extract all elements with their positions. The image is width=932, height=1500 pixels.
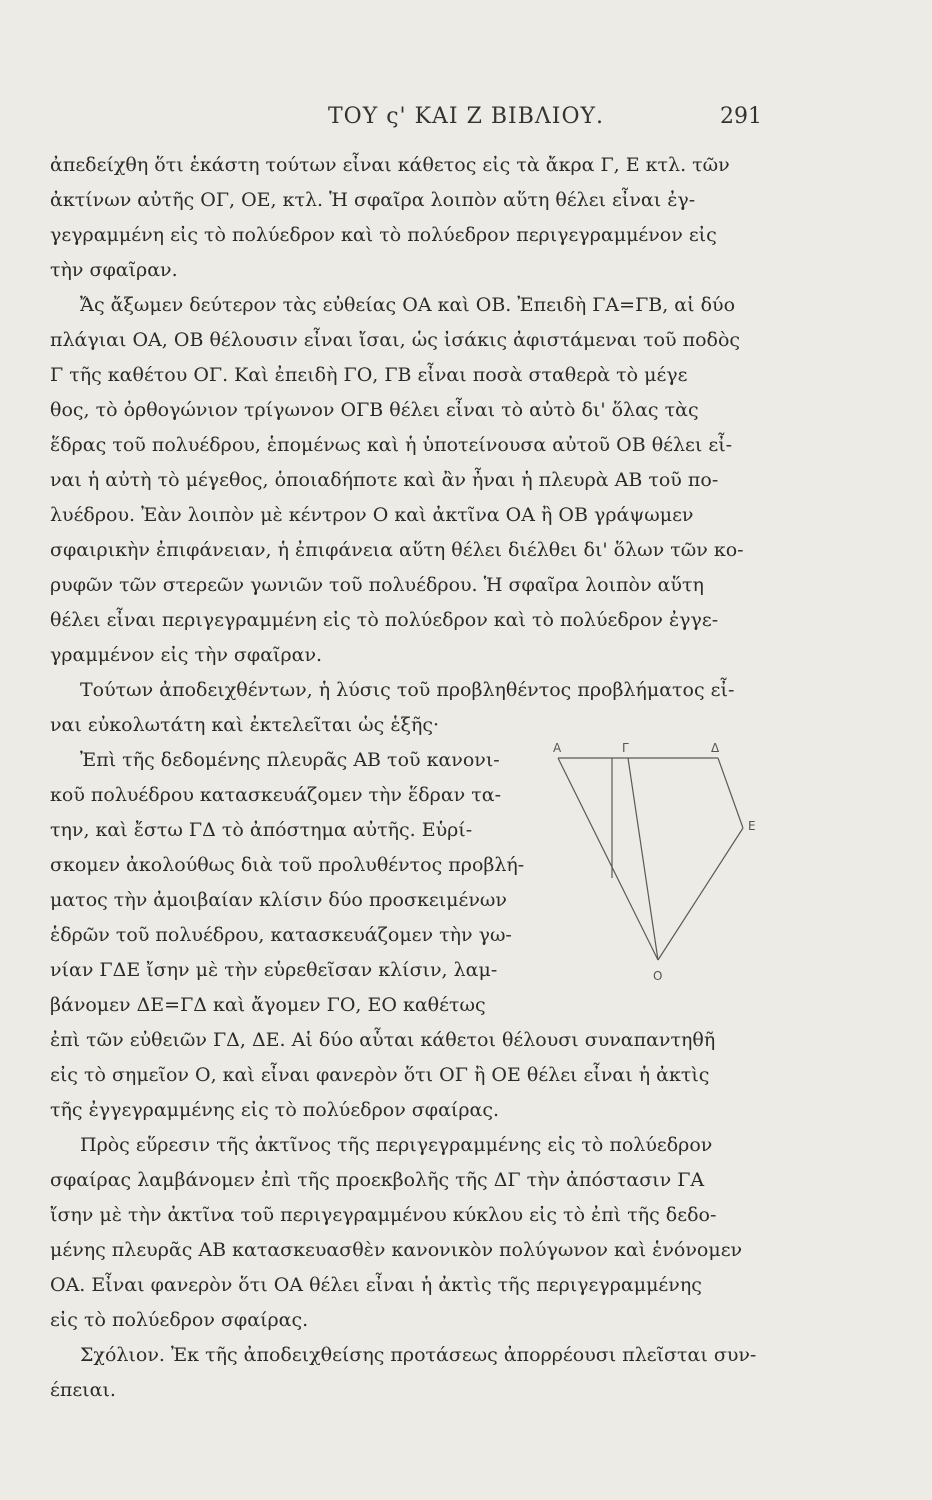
text-line: Ἐπὶ τῆς δεδομένης πλευρᾶς ΑΒ τοῦ κανονι- [80, 749, 500, 771]
label-g: Γ [622, 741, 629, 755]
text-line: Σχόλιον. Ἐκ τῆς ἀποδειχθείσης προτάσεως ἀπορρέουσι πλεῖσται συν- [80, 1344, 757, 1366]
text-line: τῆς ἐγγεγραμμένης εἰς τὸ πολύεδρον σφαίρας. [50, 1099, 500, 1121]
label-d: Δ [711, 741, 720, 755]
text-line: την, καὶ ἔστω ΓΔ τὸ ἀπόστημα αὐτῆς. Εὑρί- [50, 819, 473, 841]
text-line: θέλει εἶναι περιγεγραμμένη εἰς τὸ πολύεδρον καὶ τὸ πολύεδρον ἐγγε- [50, 609, 719, 631]
text-line: ναι ἡ αὐτὴ τὸ μέγεθος, ὁποιαδήποτε καὶ ἂν ἦναι ἡ πλευρὰ ΑΒ τοῦ πο- [50, 469, 719, 491]
text-line: Πρὸς εὕρεσιν τῆς ἀκτῖνος τῆς περιγεγραμμένης εἰς τὸ πολύεδρον [80, 1134, 713, 1156]
text-line: γεγραμμένη εἰς τὸ πολύεδρον καὶ τὸ πολύεδρον περιγεγραμμένον εἰς [50, 224, 717, 246]
text-line: ναι εὐκολωτάτη καὶ ἐκτελεῖται ὡς ἑξῆς· [50, 714, 440, 736]
text-line: ΟΑ. Εἶναι φανερὸν ὅτι ΟΑ θέλει εἶναι ἡ ἀκτὶς τῆς περιγεγραμμένης [50, 1274, 702, 1296]
text-line: γραμμένον εἰς τὴν σφαῖραν. [50, 644, 323, 666]
side-line-de [718, 758, 743, 828]
label-o: Ο [653, 969, 663, 983]
line-eo [658, 828, 743, 960]
text-line: Γ τῆς καθέτου ΟΓ. Καὶ ἐπειδὴ ΓΟ, ΓΒ εἶναι ποσὰ σταθερὰ τὸ μέγε [50, 364, 688, 386]
text-line: νίαν ΓΔΕ ἴσην μὲ τὴν εὑρεθεῖσαν κλίσιν, λαμ- [50, 959, 498, 981]
text-line: Ἄς ἄξωμεν δεύτερον τὰς εὐθείας ΟΑ καὶ ΟΒ. Ἐπειδὴ ΓΑ=ΓΒ, αἱ δύο [80, 294, 736, 316]
text-line: ματος τὴν ἀμοιβαίαν κλίσιν δύο προσκειμένων [50, 889, 507, 911]
text-line: ἐπὶ τῶν εὐθειῶν ΓΔ, ΔΕ. Αἱ δύο αὗται κάθετοι θέλουσι συναπαντηθῆ [50, 1029, 716, 1051]
text-line: σφαίρας λαμβάνομεν ἐπὶ τῆς προεκβολῆς τῆς ΔΓ τὴν ἀπόστασιν ΓΑ [50, 1169, 705, 1191]
text-line: ἴσην μὲ τὴν ἀκτῖνα τοῦ περιγεγραμμένου κύκλου εἰς τὸ ἐπὶ τῆς δεδο- [50, 1204, 717, 1226]
text-line: σκομεν ἀκολούθως διὰ τοῦ προλυθέντος προβλή- [50, 854, 525, 876]
text-line: ἀπεδείχθη ὅτι ἑκάστη τούτων εἶναι κάθετος εἰς τὰ ἄκρα Γ, Ε κτλ. τῶν [50, 154, 730, 176]
geometry-figure [548, 738, 768, 998]
running-head: ΤΟΥ ς' ΚΑΙ Ζ ΒΙΒΛΙΟΥ. [327, 104, 605, 129]
text-line: ρυφῶν τῶν στερεῶν γωνιῶν τοῦ πολυέδρου. Ἡ σφαῖρα λοιπὸν αὕτη [50, 574, 704, 596]
label-a: Α [553, 741, 562, 755]
figure-diagram [548, 738, 768, 998]
text-line: ἑδρῶν τοῦ πολυέδρου, κατασκευάζομεν τὴν γω- [50, 924, 512, 946]
text-line: κοῦ πολυέδρου κατασκευάζομεν τὴν ἕδραν τα- [50, 784, 502, 806]
text-line: σφαιρικὴν ἐπιφάνειαν, ἡ ἐπιφάνεια αὕτη θέλει διέλθει δι' ὅλων τῶν κο- [50, 539, 744, 561]
text-line: ἕδρας τοῦ πολυέδρου, ἑπομένως καὶ ἡ ὑποτείνουσα αὐτοῦ ΟΒ θέλει εἶ- [50, 434, 733, 456]
text-line: τὴν σφαῖραν. [50, 259, 178, 281]
text-line: λυέδρου. Ἐὰν λοιπὸν μὲ κέντρον Ο καὶ ἀκτῖνα ΟΑ ἢ ΟΒ γράψωμεν [50, 504, 694, 526]
text-line: θος, τὸ ὀρθογώνιον τρίγωνον ΟΓΒ θέλει εἶναι τὸ αὐτὸ δι' ὅλας τὰς [50, 399, 699, 421]
text-line: εἰς τὸ σημεῖον Ο, καὶ εἶναι φανερὸν ὅτι ΟΓ ἢ ΟΕ θέλει εἶναι ἡ ἀκτὶς [50, 1064, 710, 1086]
text-line: πλάγιαι ΟΑ, ΟΒ θέλουσιν εἶναι ἴσαι, ὡς ἰσάκις ἀφιστάμεναι τοῦ ποδὸς [50, 329, 741, 351]
text-line: μένης πλευρᾶς ΑΒ κατασκευασθὲν κανονικὸν πολύγωνον καὶ ἑνόνομεν [50, 1239, 743, 1261]
label-e: Ε [748, 819, 756, 833]
text-line: έπειαι. [50, 1379, 116, 1401]
text-line: βάνομεν ΔΕ=ΓΔ καὶ ἄγομεν ΓΟ, ΕΟ καθέτως [50, 994, 486, 1016]
text-line: Τούτων ἀποδειχθέντων, ἡ λύσις τοῦ προβληθέντος προβλήματος εἶ- [80, 679, 735, 701]
text-line: ἀκτίνων αὐτῆς ΟΓ, ΟΕ, κτλ. Ἡ σφαῖρα λοιπὸν αὕτη θέλει εἶναι ἐγ- [50, 189, 696, 211]
text-line: εἰς τὸ πολύεδρον σφαίρας. [50, 1309, 309, 1331]
page-number: 291 [720, 104, 762, 129]
